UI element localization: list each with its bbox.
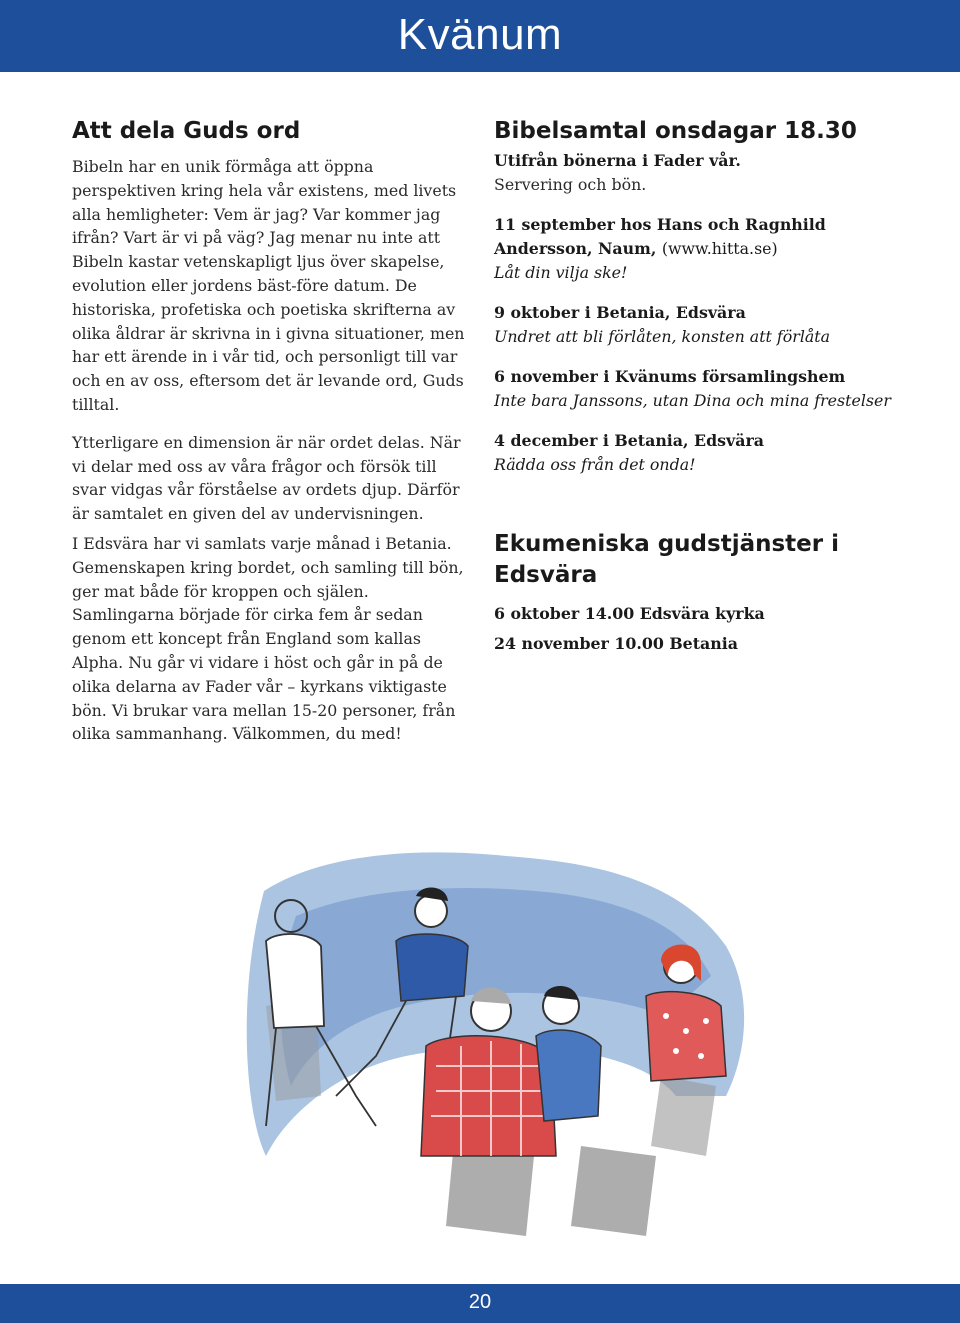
article-paragraph: Ytterligare en dimension är när ordet delas. När vi delar med oss av våra frågor och försök till svar vidgas vår förståelse av ordets djup. Därför är samtalet en given del av undervisningen. bbox=[72, 432, 461, 524]
event-title: 6 november i Kvänums församlingshem bbox=[494, 367, 846, 386]
page-title: Kvänum bbox=[397, 10, 563, 59]
schedule-intro bbox=[494, 149, 894, 197]
group-discussion-illustration bbox=[206, 796, 756, 1274]
event-subtitle: Inte bara Janssons, utan Dina och mina frestelser bbox=[494, 391, 891, 410]
event-subtitle: Låt din vilja ske! bbox=[494, 263, 628, 282]
article-paragraph: Bibeln har en unik förmåga att öppna perspektiven kring hela vår existens, med livets alla hemligheter: Vem är jag? Var kommer jag ifrån? Vart är vi på väg? Jag menar nu inte att Bibeln kastar vetenskapligt ljus över skapelse, evolution eller jordens bäst-före datum. De historiska, profetiska och poetiska skrifterna av olika åldrar är skrivna in i givna situationer, men har ett ärende in i vår tid, och personligt till var och en av oss, eftersom det är levande ord, Guds tilltal. bbox=[72, 157, 465, 414]
page-number: 20 bbox=[468, 1291, 492, 1313]
left-column bbox=[72, 115, 468, 746]
article-paragraph: I Edsvära har vi samlats varje månad i Betania. Gemenskapen kring bordet, och samling till bön, ger mat både för kroppen och själen. Samlingarna började för cirka fem år sedan genom ett koncept från England som kallas Alpha. Nu går vi vidare i höst och går in på de olika delarna av Fader vår – kyrkans viktigaste bön. Vi brukar vara mellan 15-20 personer, från olika sammanhang. Välkommen, du med! bbox=[72, 533, 464, 744]
event-item bbox=[494, 213, 894, 285]
event-item bbox=[494, 301, 894, 349]
event-title: 4 december i Betania, Edsvära bbox=[494, 431, 764, 450]
article-body bbox=[72, 155, 468, 746]
service-item: 6 oktober 14.00 Edsvära kyrka bbox=[494, 604, 765, 623]
service-item: 24 november 10.00 Betania bbox=[494, 634, 738, 653]
schedule-intro-text: Servering och bön. bbox=[494, 175, 647, 194]
event-link-text: (www.hitta.se) bbox=[661, 239, 778, 258]
event-title: 9 oktober i Betania, Edsvära bbox=[494, 303, 746, 322]
article-heading: Att dela Guds ord bbox=[72, 118, 301, 144]
event-item bbox=[494, 429, 894, 477]
event-subtitle: Undret att bli förlåten, konsten att förlåta bbox=[494, 327, 831, 346]
right-column bbox=[494, 115, 894, 659]
watercolor-illustration bbox=[206, 796, 756, 1274]
schedule-heading: Bibelsamtal onsdagar 18.30 bbox=[494, 118, 857, 144]
event-item bbox=[494, 365, 894, 413]
event-title: 11 september hos Hans och Ragnhild Andersson, Naum, bbox=[494, 215, 826, 258]
schedule-intro-title: Utifrån bönerna i Fader vår. bbox=[494, 151, 741, 170]
event-subtitle: Rädda oss från det onda! bbox=[494, 455, 696, 474]
services-heading: Ekumeniska gudstjänster i Edsvära bbox=[494, 531, 839, 588]
